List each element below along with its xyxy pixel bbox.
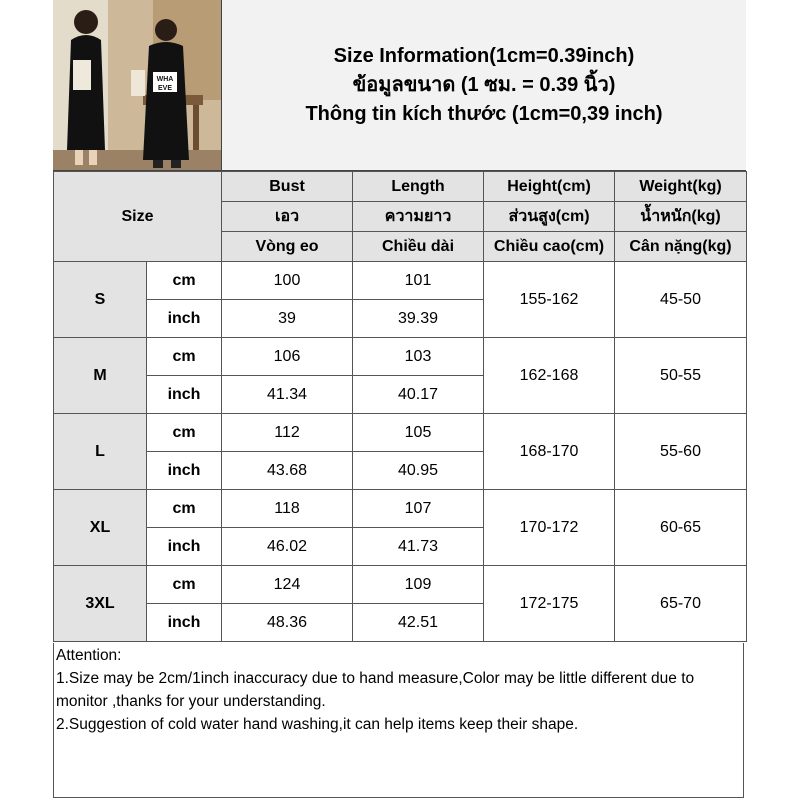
shirt-print-text-2: EVE [157, 85, 173, 92]
length-cm: 103 [353, 338, 484, 376]
length-inch: 40.95 [353, 452, 484, 490]
height-range: 168-170 [484, 414, 615, 490]
unit-inch-label: inch [147, 376, 222, 414]
bust-inch: 46.02 [222, 528, 353, 566]
bust-cm: 112 [222, 414, 353, 452]
table-row [54, 338, 747, 376]
bust-cm: 124 [222, 566, 353, 604]
length-cm: 109 [353, 566, 484, 604]
unit-cm-label: cm [147, 414, 222, 452]
weight-range: 55-60 [615, 414, 747, 490]
col-header-weight-th: น้ำหนัก(kg) [615, 202, 747, 232]
height-range: 155-162 [484, 262, 615, 338]
weight-range: 50-55 [615, 338, 747, 414]
weight-range: 65-70 [615, 566, 747, 642]
bust-inch: 39 [222, 300, 353, 338]
bust-inch: 43.68 [222, 452, 353, 490]
bust-cm: 100 [222, 262, 353, 300]
size-chart-table [53, 171, 747, 642]
notes-line-1: 1.Size may be 2cm/1inch inaccuracy due to hand measure,Color may be little different due to monitor ,thanks for your understanding. [56, 670, 695, 710]
unit-cm-label: cm [147, 490, 222, 528]
col-header-weight-en: Weight(kg) [615, 172, 747, 202]
notes-line-2: 2.Suggestion of cold water hand washing,it can help items keep their shape. [56, 716, 579, 733]
size-name: 3XL [54, 566, 147, 642]
table-row [54, 262, 747, 300]
notes-title: Attention: [56, 647, 122, 664]
product-photo [53, 0, 222, 171]
size-column-title: Size [54, 172, 222, 262]
col-header-length-th: ความยาว [353, 202, 484, 232]
unit-inch-label: inch [147, 604, 222, 642]
size-info-header [222, 0, 746, 171]
header-title-th: ข้อมูลขนาด (1 ซม. = 0.39 นิ้ว) [352, 73, 616, 96]
size-name: S [54, 262, 147, 338]
weight-range: 45-50 [615, 262, 747, 338]
length-inch: 41.73 [353, 528, 484, 566]
col-header-bust-en: Bust [222, 172, 353, 202]
col-header-height-en: Height(cm) [484, 172, 615, 202]
bust-cm: 106 [222, 338, 353, 376]
height-range: 172-175 [484, 566, 615, 642]
size-name: XL [54, 490, 147, 566]
size-name: M [54, 338, 147, 414]
unit-inch-label: inch [147, 300, 222, 338]
bust-inch: 41.34 [222, 376, 353, 414]
col-header-length-vi: Chiều dài [353, 232, 484, 262]
col-header-weight-vi: Cân nặng(kg) [615, 232, 747, 262]
header-title-vi: Thông tin kích thước (1cm=0,39 inch) [305, 102, 663, 125]
unit-inch-label: inch [147, 452, 222, 490]
unit-cm-label: cm [147, 338, 222, 376]
col-header-height-vi: Chiều cao(cm) [484, 232, 615, 262]
unit-cm-label: cm [147, 262, 222, 300]
col-header-bust-vi: Vòng eo [222, 232, 353, 262]
weight-range: 60-65 [615, 490, 747, 566]
table-row [54, 414, 747, 452]
length-inch: 42.51 [353, 604, 484, 642]
shirt-print-text-1: WHA [156, 76, 174, 83]
model-photo-illustration [53, 0, 221, 170]
length-cm: 107 [353, 490, 484, 528]
height-range: 162-168 [484, 338, 615, 414]
length-inch: 40.17 [353, 376, 484, 414]
bust-inch: 48.36 [222, 604, 353, 642]
col-header-length-en: Length [353, 172, 484, 202]
length-inch: 39.39 [353, 300, 484, 338]
header-title-en: Size Information(1cm=0.39inch) [333, 44, 635, 67]
col-header-height-th: ส่วนสูง(cm) [484, 202, 615, 232]
table-row [54, 566, 747, 604]
height-range: 170-172 [484, 490, 615, 566]
attention-notes [53, 643, 744, 798]
length-cm: 101 [353, 262, 484, 300]
unit-inch-label: inch [147, 528, 222, 566]
col-header-bust-th: เอว [222, 202, 353, 232]
table-row [54, 490, 747, 528]
length-cm: 105 [353, 414, 484, 452]
unit-cm-label: cm [147, 566, 222, 604]
bust-cm: 118 [222, 490, 353, 528]
size-name: L [54, 414, 147, 490]
